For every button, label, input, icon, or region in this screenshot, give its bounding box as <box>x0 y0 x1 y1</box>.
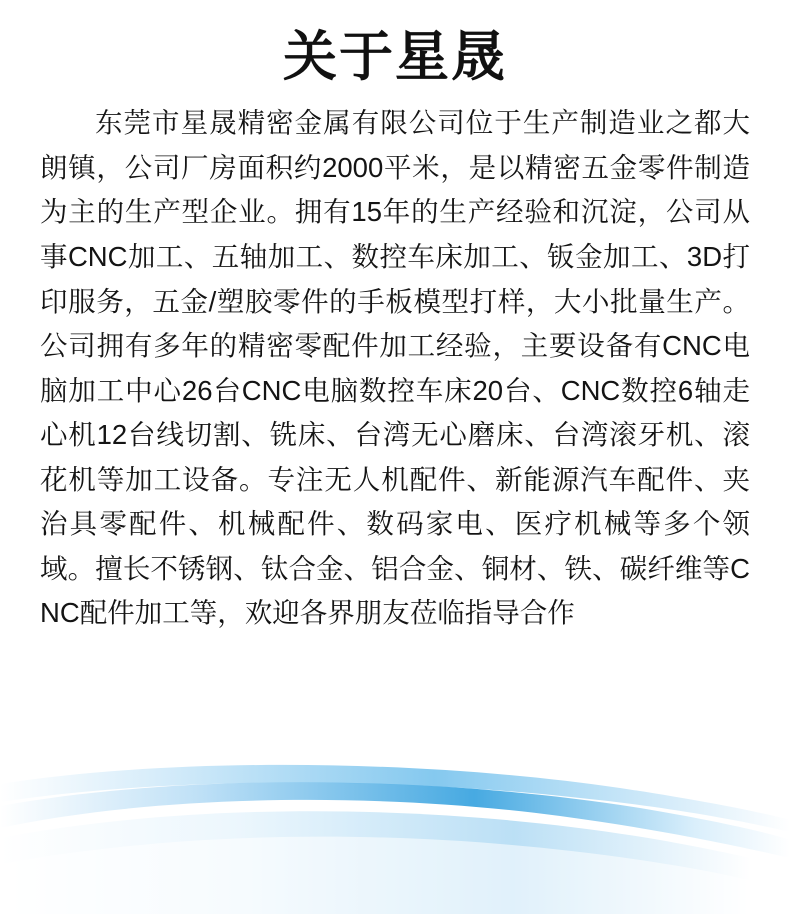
blue-swoosh-band <box>0 754 790 914</box>
page-title: 关于星晟 <box>283 27 507 87</box>
about-section-page <box>0 28 790 914</box>
company-description-paragraph: 东莞市星晟精密金属有限公司位于生产制造业之都大朗镇，公司厂房面积约2000平米，是以精密五金零件制造为主的生产型企业。拥有15年的生产经验和沉淀，公司从事CNC加工、五轴加工、数控车床加工、钣金加工、3D打印服务，五金/塑胶零件的手板模型打样，大小批量生产。公司拥有多年的精密零配件加工经验，主要设备有CNC电脑加工中心26台CNC电脑数控车床20台、CNC数控6轴走心机12台线切割、铣床、台湾无心磨床、台湾滚牙机、滚花机等加工设备。专注无人机配件、新能源汽车配件、夹治具零配件、机械配件、数码家电、医疗机械等多个领域。擅长不锈钢、钛合金、铝合金、铜材、铁、碳纤维等CNC配件加工等，欢迎各界朋友莅临指导合作 <box>40 107 750 629</box>
